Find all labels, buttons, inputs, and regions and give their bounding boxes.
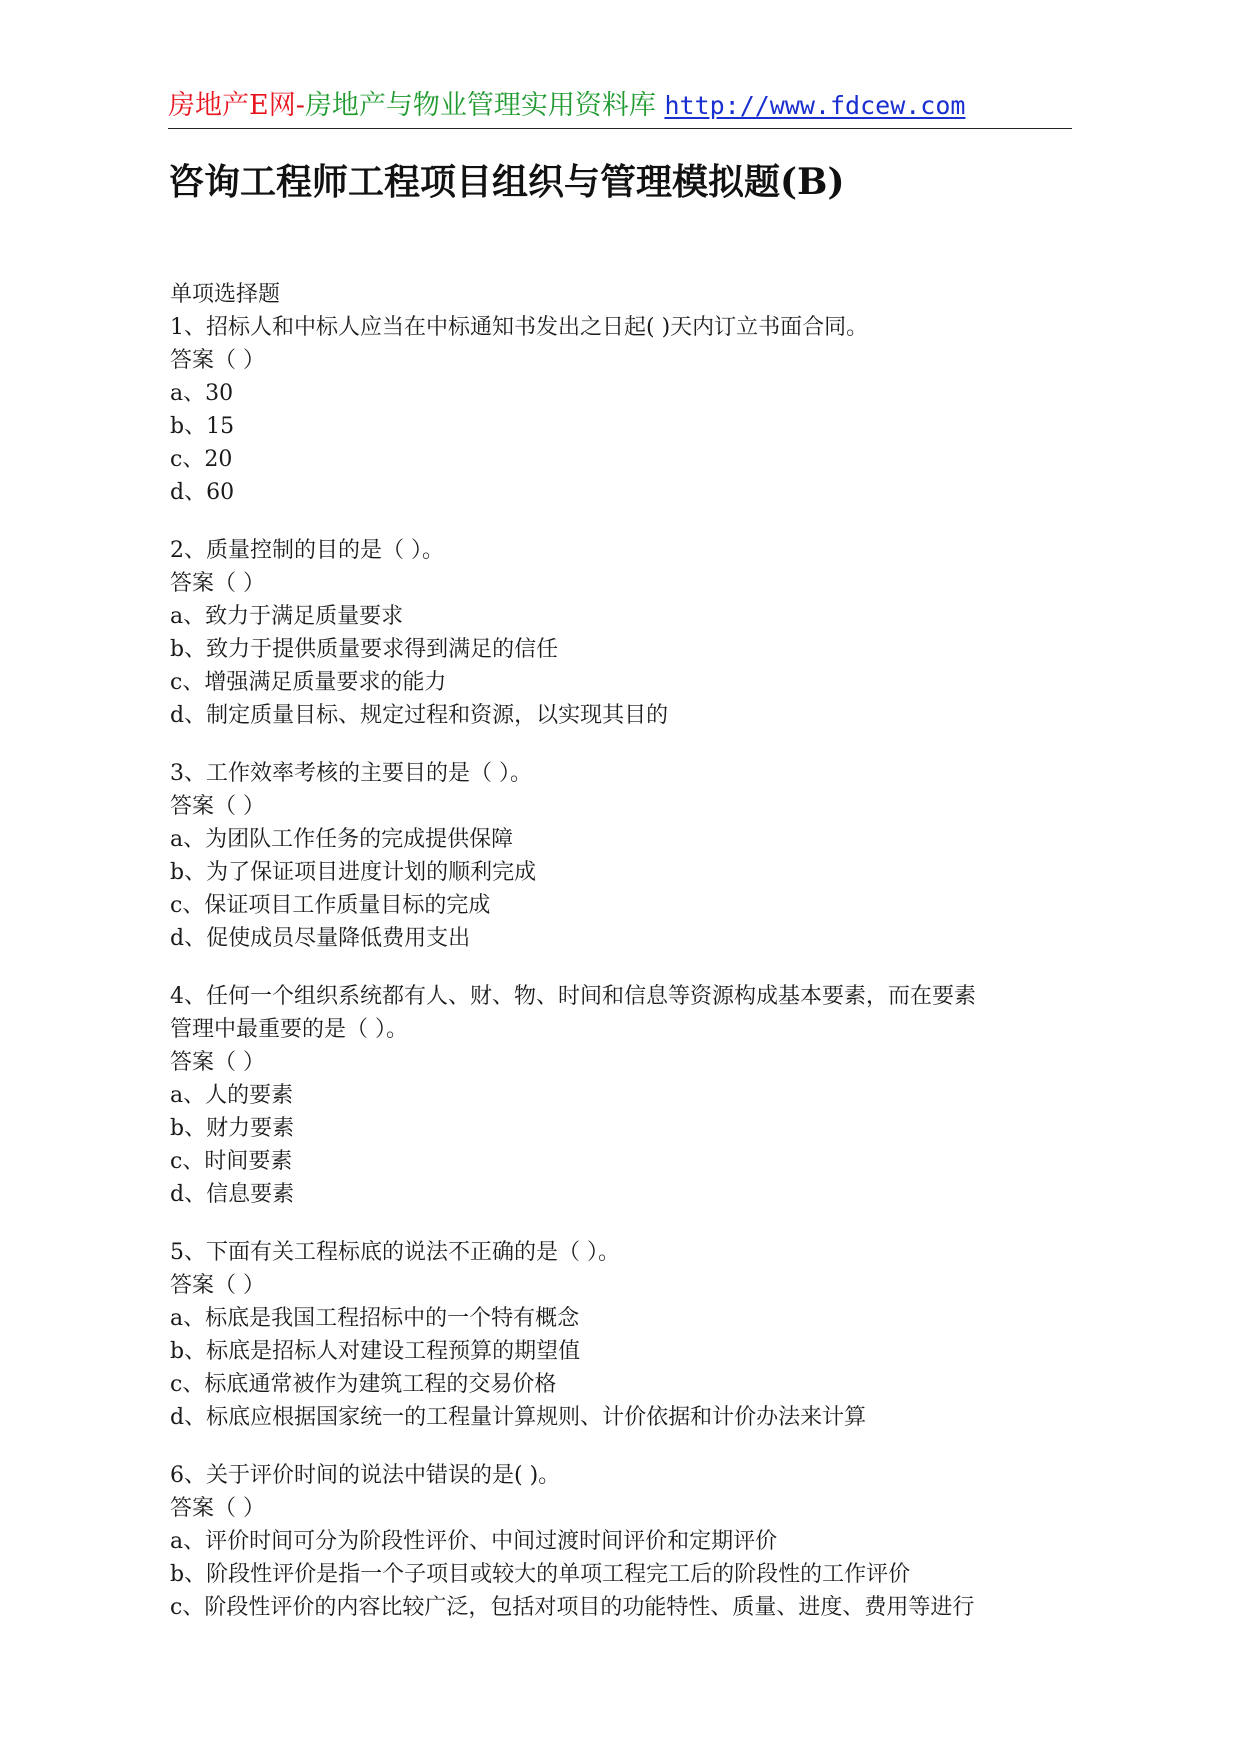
option-item: c、阶段性评价的内容比较广泛，包括对项目的功能特性、质量、进度、费用等进行 bbox=[170, 1595, 975, 1620]
question-block bbox=[170, 1211, 1070, 1434]
header-divider bbox=[168, 128, 1072, 129]
header-url-link[interactable]: http://www.fdcew.com bbox=[664, 91, 966, 120]
option-item: a、致力于满足质量要求 bbox=[170, 604, 404, 629]
header-library-name: 房地产与物业管理实用资料库 bbox=[304, 90, 656, 121]
option-item: d、标底应根据国家统一的工程量计算规则、计价依据和计价办法来计算 bbox=[170, 1405, 867, 1430]
option-item: d、促使成员尽量降低费用支出 bbox=[170, 926, 471, 951]
question-block bbox=[170, 732, 1070, 955]
option-item: c、标底通常被作为建筑工程的交易价格 bbox=[170, 1372, 557, 1397]
option-item: b、标底是招标人对建设工程预算的期望值 bbox=[170, 1339, 581, 1364]
document-title: 咨询工程师工程项目组织与管理模拟题(B) bbox=[168, 161, 845, 203]
page-header bbox=[168, 86, 1072, 126]
section-heading: 单项选择题 bbox=[170, 282, 281, 307]
question-gap bbox=[170, 955, 1070, 980]
option-item: d、制定质量目标、规定过程和资源，以实现其目的 bbox=[170, 703, 669, 728]
header-separator: - bbox=[295, 90, 305, 121]
option-item: b、致力于提供质量要求得到满足的信任 bbox=[170, 637, 559, 662]
option-item: b、阶段性评价是指一个子项目或较大的单项工程完工后的阶段性的工作评价 bbox=[170, 1562, 911, 1587]
option-item: b、财力要素 bbox=[170, 1116, 295, 1141]
option-item: a、人的要素 bbox=[170, 1083, 294, 1108]
option-item: b、为了保证项目进度计划的顺利完成 bbox=[170, 860, 537, 885]
answer-line: 答案（ ） bbox=[170, 794, 265, 819]
question-text: 3、工作效率考核的主要目的是（ ）。 bbox=[170, 761, 532, 786]
option-item: a、评价时间可分为阶段性评价、中间过渡时间评价和定期评价 bbox=[170, 1529, 778, 1554]
answer-line: 答案（ ） bbox=[170, 1050, 265, 1075]
question-gap bbox=[170, 1434, 1070, 1459]
option-item: c、保证项目工作质量目标的完成 bbox=[170, 893, 491, 918]
option-item: c、增强满足质量要求的能力 bbox=[170, 670, 447, 695]
question-block bbox=[170, 1434, 1070, 1624]
question-gap bbox=[170, 509, 1070, 534]
question-block bbox=[170, 509, 1070, 732]
question-text: 管理中最重要的是（ ）。 bbox=[170, 1017, 408, 1042]
question-text: 1、招标人和中标人应当在中标通知书发出之日起( )天内订立书面合同。 bbox=[170, 315, 869, 340]
question-gap bbox=[170, 1211, 1070, 1236]
header-site-name: 房地产E网 bbox=[168, 90, 296, 121]
option-item: a、为团队工作任务的完成提供保障 bbox=[170, 827, 514, 852]
option-item: b、15 bbox=[170, 414, 235, 439]
option-item: d、60 bbox=[170, 480, 235, 505]
option-item: a、标底是我国工程招标中的一个特有概念 bbox=[170, 1306, 580, 1331]
question-text: 5、下面有关工程标底的说法不正确的是（ ）。 bbox=[170, 1240, 620, 1265]
question-text: 6、关于评价时间的说法中错误的是( )。 bbox=[170, 1463, 561, 1488]
answer-line: 答案（ ） bbox=[170, 571, 265, 596]
question-gap bbox=[170, 732, 1070, 757]
answer-line: 答案（ ） bbox=[170, 348, 265, 373]
document-body bbox=[170, 278, 1070, 1624]
question-block bbox=[170, 955, 1070, 1211]
option-item: c、时间要素 bbox=[170, 1149, 293, 1174]
answer-line: 答案（ ） bbox=[170, 1273, 265, 1298]
option-item: c、20 bbox=[170, 447, 233, 472]
question-text: 4、任何一个组织系统都有人、财、物、时间和信息等资源构成基本要素，而在要素 bbox=[170, 984, 976, 1009]
question-text: 2、质量控制的目的是（ ）。 bbox=[170, 538, 444, 563]
option-item: a、30 bbox=[170, 381, 234, 406]
option-item: d、信息要素 bbox=[170, 1182, 295, 1207]
answer-line: 答案（ ） bbox=[170, 1496, 265, 1521]
question-block bbox=[170, 311, 1070, 509]
